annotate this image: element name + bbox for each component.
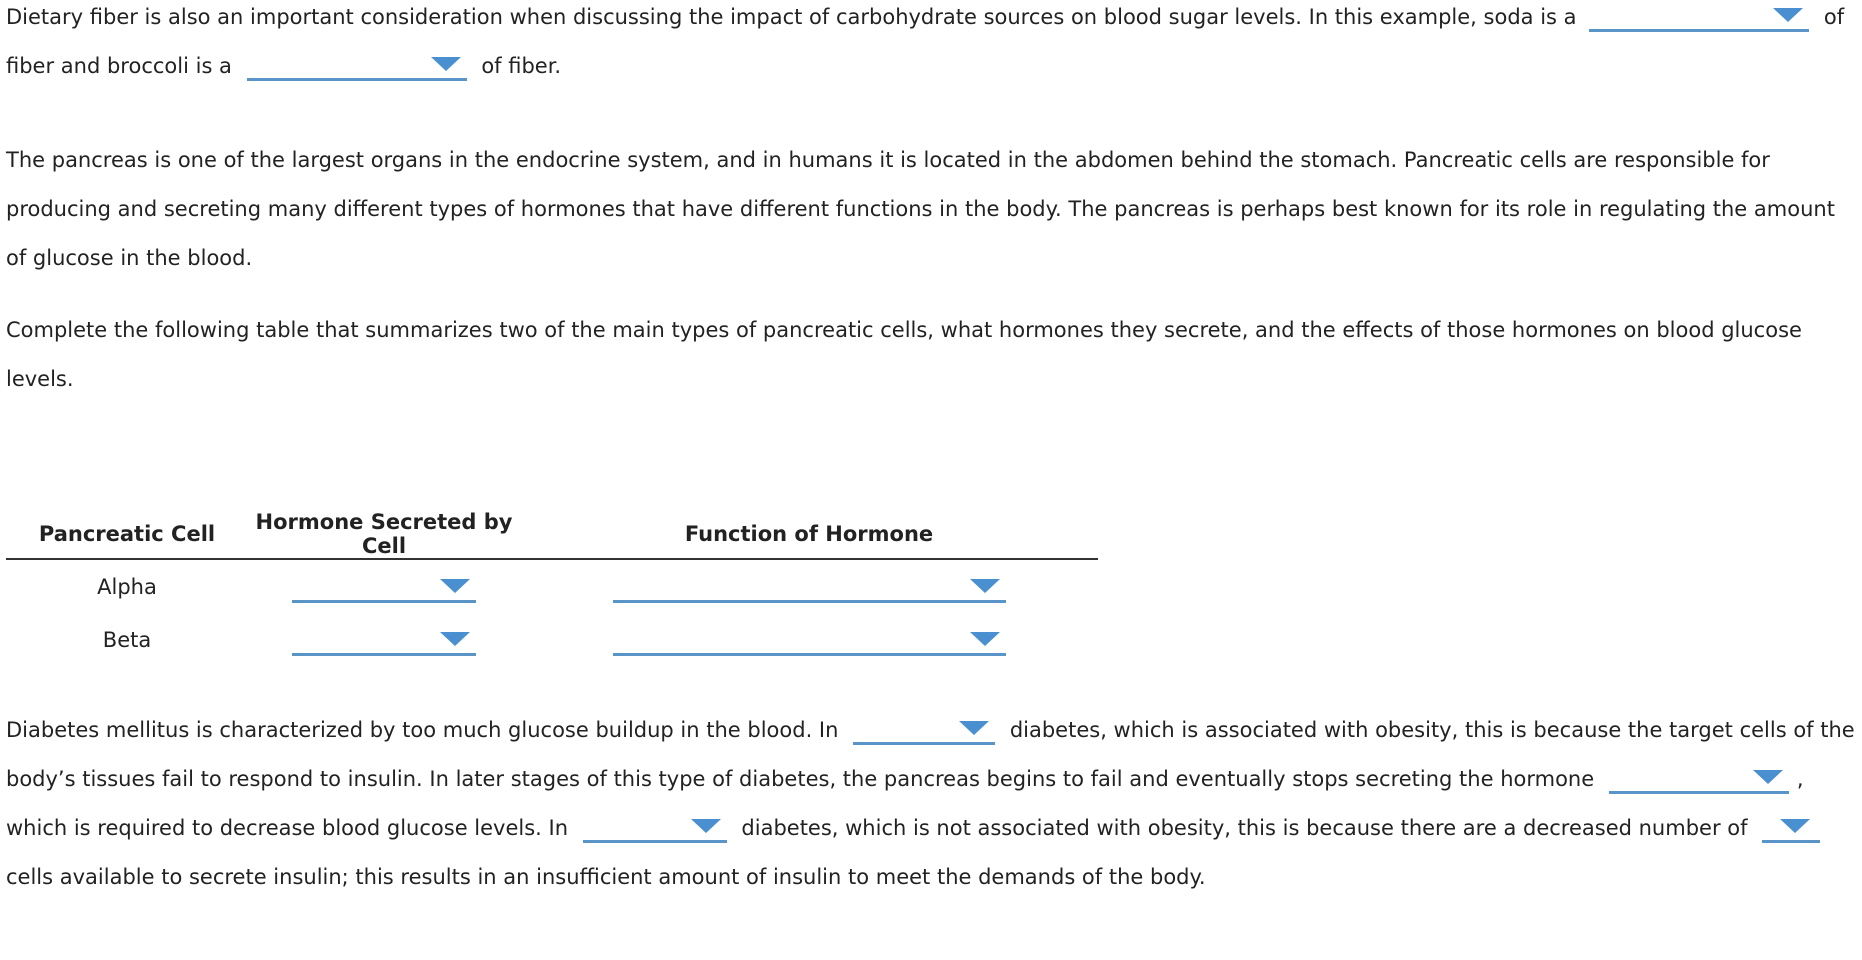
header-pancreatic-cell: Pancreatic Cell <box>6 510 248 559</box>
cell-type-dropdown[interactable] <box>1762 811 1820 843</box>
table-header-row <box>6 510 1098 559</box>
broccoli-fiber-dropdown[interactable] <box>247 49 467 81</box>
hormone-dropdown[interactable] <box>1609 762 1789 794</box>
caret-down-icon <box>1773 8 1803 22</box>
beta-function-dropdown[interactable] <box>613 624 1006 656</box>
alpha-hormone-dropdown[interactable] <box>292 571 476 603</box>
alpha-function-dropdown[interactable] <box>613 571 1006 603</box>
header-hormone-secreted: Hormone Secreted by Cell <box>248 510 520 559</box>
pancreatic-cells-table <box>6 510 1098 666</box>
caret-down-icon <box>691 819 721 833</box>
diabetes-text-1: Diabetes mellitus is characterized by too much glucose buildup in the blood. In <box>6 718 839 742</box>
fiber-text-2: of fiber and broccoli is a <box>6 5 1845 78</box>
cell-name: Beta <box>102 627 152 652</box>
caret-down-icon <box>431 57 461 71</box>
caret-down-icon <box>1780 819 1810 833</box>
soda-fiber-dropdown[interactable] <box>1589 0 1809 32</box>
diabetes-type-2-dropdown[interactable] <box>583 811 727 843</box>
instructions-paragraph: Complete the following table that summarizes two of the main types of pancreatic cells, what hormones they secrete, and the effects of those hormones on blood glucose levels. <box>6 318 1802 391</box>
table-row <box>6 613 1098 666</box>
caret-down-icon <box>1753 770 1783 784</box>
caret-down-icon <box>440 579 470 593</box>
diabetes-text-4: diabetes, which is not associated with obesity, this is because there are a decreased number of <box>741 816 1748 840</box>
caret-down-icon <box>440 632 470 646</box>
diabetes-text-2: diabetes, which is associated with obesity, this is because the target cells of the body’s tissues fail to respond to insulin. In later stages of this type of diabetes, the pancreas begins to fail and eventually stops secreting the hormone <box>6 718 1855 791</box>
diabetes-paragraph <box>6 706 1856 902</box>
diabetes-text-3: , which is required to decrease blood glucose levels. In <box>6 767 1804 840</box>
table-row <box>6 559 1098 613</box>
caret-down-icon <box>959 721 989 735</box>
fiber-paragraph <box>6 0 1856 91</box>
diabetes-text-5: cells available to secrete insulin; this results in an insufficient amount of insulin to meet the demands of the body. <box>6 865 1206 889</box>
header-function-of-hormone: Function of Hormone <box>520 510 1098 559</box>
pancreas-intro-paragraph: The pancreas is one of the largest organs in the endocrine system, and in humans it is located in the abdomen behind the stomach. Pancreatic cells are responsible for producing and secreting many different types of hormones that have different functions in the body. The pancreas is perhaps best known for its role in regulating the amount of glucose in the blood. <box>6 148 1835 270</box>
fiber-text-3: of fiber. <box>481 54 562 78</box>
diabetes-type-1-dropdown[interactable] <box>853 713 995 745</box>
caret-down-icon <box>970 632 1000 646</box>
cell-name: Alpha <box>97 574 157 599</box>
caret-down-icon <box>970 579 1000 593</box>
fiber-text-1: Dietary fiber is also an important consideration when discussing the impact of carbohydrate sources on blood sugar levels. In this example, soda is a <box>6 5 1577 29</box>
beta-hormone-dropdown[interactable] <box>292 624 476 656</box>
